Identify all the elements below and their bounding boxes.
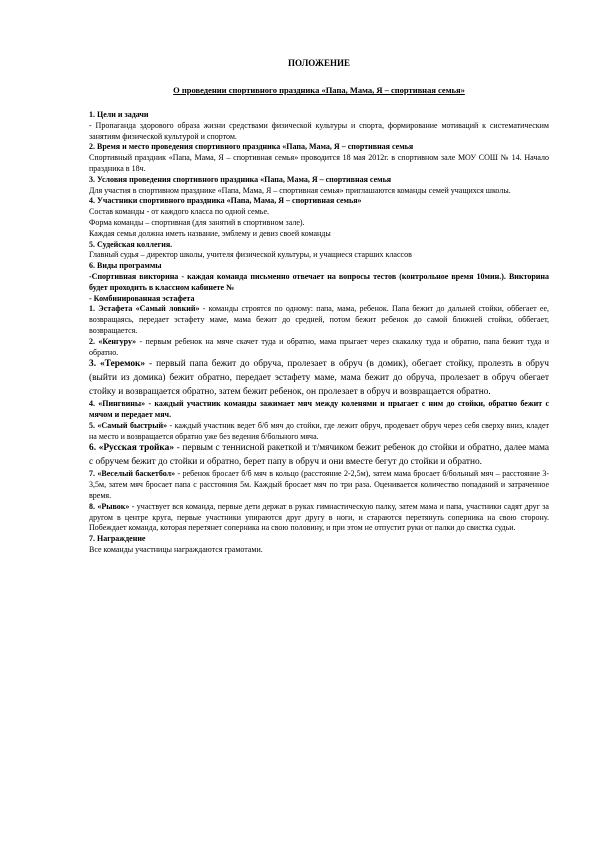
relay-item-5-name: 5. «Самый быстрый» [89, 420, 168, 430]
section-6-relay: - Комбинированная эстафета [89, 293, 195, 303]
section-4-heading: 4. Участники спортивного праздника «Папа, Мама, Я – спортивная семья» [89, 196, 362, 206]
relay-item-6 [89, 442, 549, 469]
relay-item-1 [89, 304, 549, 336]
relay-item-1-name: 1. Эстафета «Самый ловкий» [89, 304, 200, 314]
section-4-line-3: Каждая семья должна иметь название, эмблему и девиз своей команды [89, 228, 331, 238]
section-4-line-2: Форма команды – спортивная (для занятий в спортивном зале). [89, 217, 305, 227]
relay-item-8-name: 8. «Рывок» [89, 501, 130, 511]
section-5-heading: 5. Судейская коллегия. [89, 239, 173, 249]
section-3-text: Для участия в спортивном празднике «Папа, Мама, Я – спортивная семья» приглашаются команды семей учащихся школы. [89, 185, 511, 195]
section-7-heading: 7. Награждение [89, 534, 146, 544]
relay-item-2-text: - первым ребенок на мяче скачет туда и обратно, мама прыгает через скакалку туда и обратно, папа бежит туда и обратно. [89, 336, 549, 357]
relay-item-4 [89, 399, 549, 421]
relay-item-2-name: 2. «Кенгуру» [89, 336, 137, 346]
relay-item-3 [89, 358, 549, 399]
relay-item-3-name: 3. «Теремок» [89, 359, 146, 370]
section-1-heading: 1. Цели и задачи [89, 110, 149, 119]
document-page [89, 58, 549, 556]
relay-item-7-text: - ребенок бросает б/б мяч в кольцо (расстояние 2-2,5м), затем мама бросает б/больный мяч – расстояние 3-3,5м, затем мяч бросает папа с расстояния 5м. Каждый бросает мяч по три раза. Оценивается количество попаданий и затраченное время. [89, 469, 549, 501]
relay-item-3-text: - первый папа бежит до обруча, пролезает в обруч (в домик), обегает стойку, пролезть в обруч (выйти из домика) бежит обратно, передает эстафету маме, мама бежит до обруча, пролезает в обруч обегает стойку и возвращается обратно, затем бежит ребенок, он пролезает в обруч и возвращается обратно. [89, 359, 549, 397]
relay-item-2 [89, 337, 549, 359]
relay-item-7 [89, 469, 549, 501]
relay-item-5-text: - каждый участник ведет б/б мяч до стойки, где лежит обруч, продевает обруч через себя сверху вниз, кладет на место и возвращается обратно уже без ведения б/больного мяча. [89, 420, 549, 441]
section-6-heading: 6. Виды программы [89, 261, 162, 271]
relay-item-6-name: 6. «Русская тройка» [89, 443, 175, 454]
document-title: ПОЛОЖЕНИЕ [288, 58, 350, 68]
relay-item-5 [89, 421, 549, 443]
section-5-text: Главный судья – директор школы, учителя физической культуры, и учащиеся старших классов [89, 250, 412, 260]
section-6-quiz: -Спортивная викторина - каждая команда письменно отвечает на вопросы тестов (контрольное время 10мин.). Викторина будет проходить в классном кабинете № [89, 271, 549, 292]
section-2-heading: 2. Время и место проведения спортивного праздника «Папа, Мама, Я – спортивная семья [89, 142, 414, 152]
relay-item-8-text: - участвует вся команда, первые дети держат в руках гимнастическую палку, затем мама и папа, участники садят друг за другом в центре круга, первые участники упираются друг другу в ноги, и стараются перетянуть соперника на свою сторону. Побеждает команда, которая перетянет соперника на свою половину, и при этом не отпустит руки от палки до свистка судьи. [89, 501, 549, 533]
relay-item-6-text: - первым с теннисной ракеткой и т/мячиком бежит ребенок до стойки и обратно, далее мама с обручем бежит до стойки и обратно, берет папу в обруч и они вместе бегут до стойки и обратно. [89, 443, 550, 467]
section-1-text: - Пропаганда здорового образа жизни средствами физической культуры и спорта, формирование мотиваций к систематическим занятиям физической культурой и спортом. [89, 120, 549, 141]
document-subtitle: О проведении спортивного праздника «Папа, Мама, Я – спортивная семья» [173, 85, 465, 95]
section-2-text: Спортивный праздник «Папа, Мама, Я – спортивная семья» проводится 18 мая 2012г. в спортивном зале МОУ СОШ № 14. Начало праздника в 18ч. [89, 153, 549, 173]
section-7-text: Все команды участницы награждаются грамотами. [89, 545, 263, 555]
section-3-heading: 3. Условия проведения спортивного праздника «Папа, Мама, Я – спортивная семья [89, 174, 392, 184]
relay-item-8 [89, 502, 549, 534]
relay-item-4-name: 4. «Пингвины» [89, 399, 146, 409]
relay-item-4-text: - каждый участник команды зажимает мяч между коленями и прыгает с ним до стойки, обратно бежит с мячом и передает мяч. [89, 399, 550, 419]
section-4-line-1: Состав команды - от каждого класса по одной семье. [89, 207, 269, 217]
relay-item-1-text: - команды строятся по одному: папа, мама, ребенок. Папа бежит до дальней стойки, оббегает ее, возвращаясь, передает эстафету маме, мама бежит до средней, потом бежит ребенок до самой ближней стойки, оббегает, возвращается. [89, 304, 549, 335]
relay-item-7-name: 7. «Веселый баскетбол» [89, 469, 176, 479]
